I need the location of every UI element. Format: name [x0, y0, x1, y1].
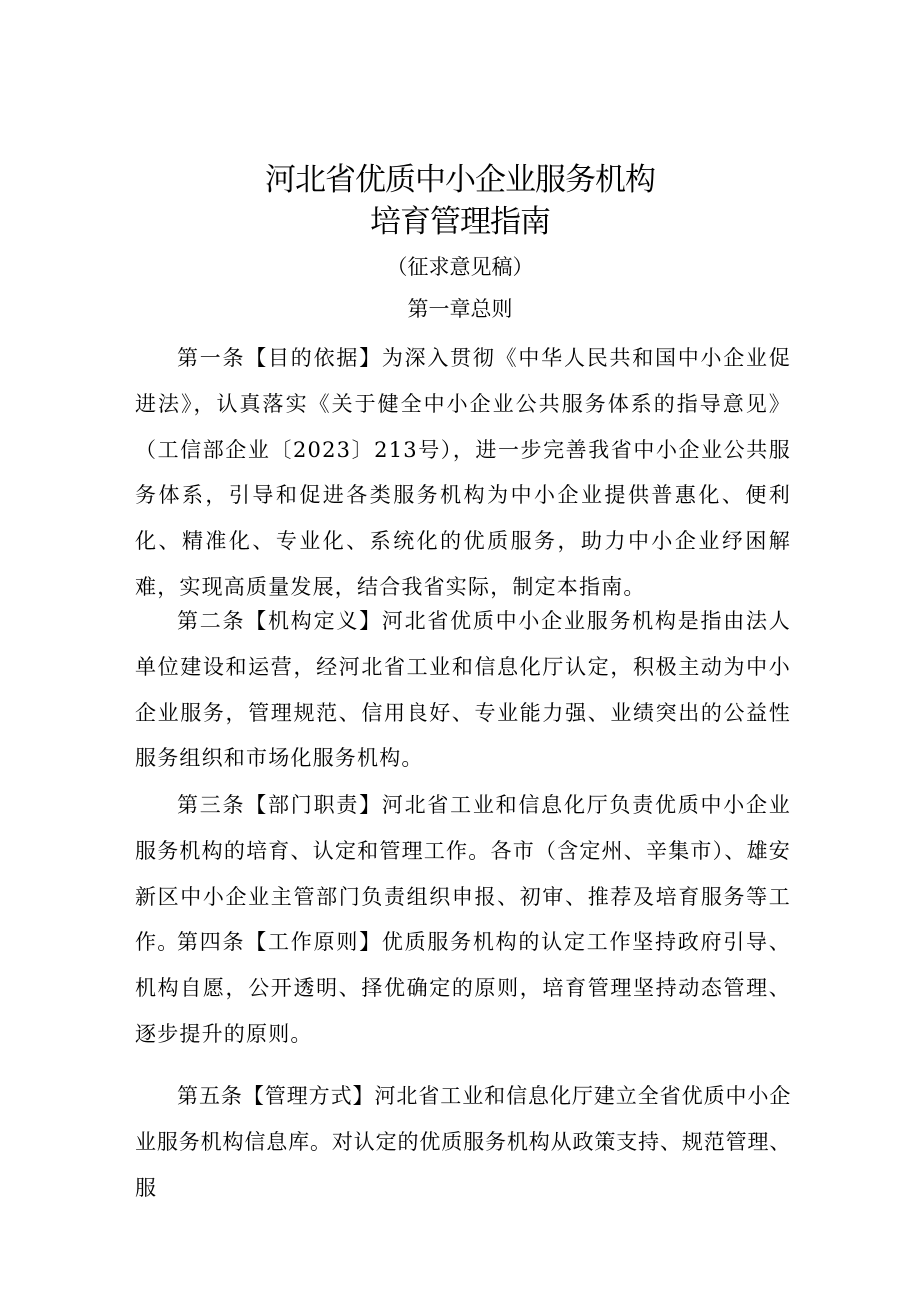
article-3-paragraph: 第三条【部门职责】河北省工业和信息化厅负责优质中小企业服务机构的培育、认定和管理工作。各市（含定州、辛集市）、雄安新区中小企业主管部门负责组织申报、初审、推荐及培育服务等工作。	[135, 793, 791, 955]
article-2-paragraph: 第二条【机构定义】河北省优质中小企业服务机构是指由法人单位建设和运营，经河北省工业和信息化厅认定，积极主动为中小企业服务，管理规范、信用良好、专业能力强、业绩突出的公益性服务组织和市场化服务机构。	[135, 609, 791, 771]
article-5-paragraph: 第五条【管理方式】河北省工业和信息化厅建立全省优质中小企业服务机构信息库。对认定的优质服务机构从政策支持、规范管理、服	[135, 1084, 791, 1200]
chapter-heading: 第一章总则	[407, 297, 513, 321]
draft-subtitle: （征求意见稿）	[386, 255, 534, 279]
article-4-paragraph: 第四条【工作原则】优质服务机构的认定工作坚持政府引导、机构自愿，公开透明、择优确定的原则，培育管理坚持动态管理、逐步提升的原则。	[135, 930, 791, 1046]
document-title-line-1: 河北省优质中小企业服务机构	[265, 162, 655, 198]
article-1-paragraph: 第一条【目的依据】为深入贯彻《中华人民共和国中小企业促进法》，认真落实《关于健全中小企业公共服务体系的指导意见》（工信部企业〔2023〕213号），进一步完善我省中小企业公共服务体系，引导和促进各类服务机构为中小企业提供普惠化、便利化、精准化、专业化、系统化的优质服务，助力中小企业纾困解难，实现高质量发展，结合我省实际，制定本指南。	[135, 346, 791, 599]
document-title-line-2: 培育管理指南	[370, 204, 550, 240]
